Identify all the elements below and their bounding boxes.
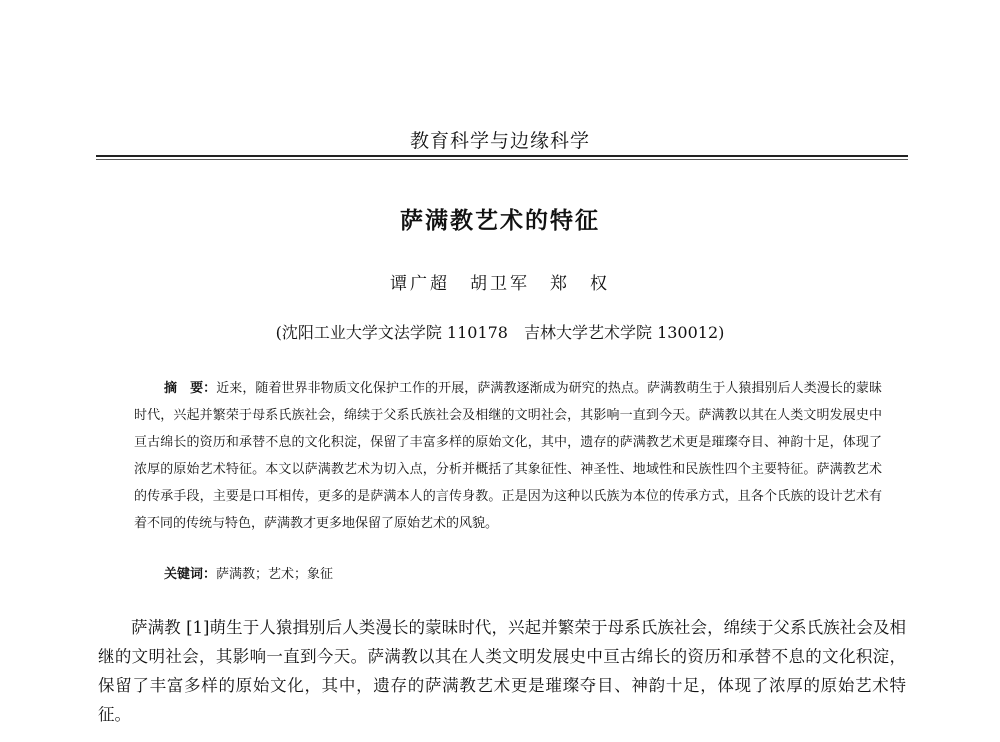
abstract-text: 近来，随着世界非物质文化保护工作的开展，萨满教逐渐成为研究的热点。萨满教萌生于人猿揖别后人类漫长的蒙昧时代，兴起并繁荣于母系氏族社会，绵续于父系氏族社会及相继的文明社会，其影响一直到今天。萨满教以其在人类文明发展史中亘古绵长的资历和承替不息的文化积淀，保留了丰富多样的原始文化，其中，遗存的萨满教艺术更是璀璨夺目、神韵十足，体现了浓厚的原始艺术特征。本文以萨满教艺术为切入点，分析并概括了其象征性、神圣性、地域性和民族性四个主要特征。萨满教艺术的传承手段，主要是口耳相传，更多的是萨满本人的言传身教。正是因为这种以氏族为本位的传承方式，且各个氏族的设计艺术有着不同的传统与特色，萨满教才更多地保留了原始艺术的风貌。 [134,381,882,531]
article-affiliation: (沈阳工业大学文法学院 110178 吉林大学艺术学院 130012) [275,323,725,342]
abstract [134,375,882,537]
article-title: 萨满教艺术的特征 [400,207,600,234]
keywords-text: 萨满教；艺术；象征 [216,567,334,582]
section-header: 教育科学与边缘科学 [409,130,590,152]
header-rule-thick [96,155,908,157]
abstract-label: 摘 要： [164,381,217,396]
body-text [98,613,906,729]
keywords-label: 关键词： [164,567,217,582]
body-paragraph: 萨满教 [1]萌生于人猿揖别后人类漫长的蒙昧时代，兴起并繁荣于母系氏族社会，绵续于父系氏族社会及相继的文明社会，其影响一直到今天。萨满教以其在人类文明发展史中亘古绵长的资历和承替不息的文化积淀，保留了丰富多样的原始文化，其中，遗存的萨满教艺术更是璀璨夺目、神韵十足，体现了浓厚的原始艺术特征。 [98,618,906,724]
article-authors: 谭广超 胡卫军 郑 权 [390,274,610,294]
keywords [164,563,864,582]
header-rule-thin [96,159,908,160]
